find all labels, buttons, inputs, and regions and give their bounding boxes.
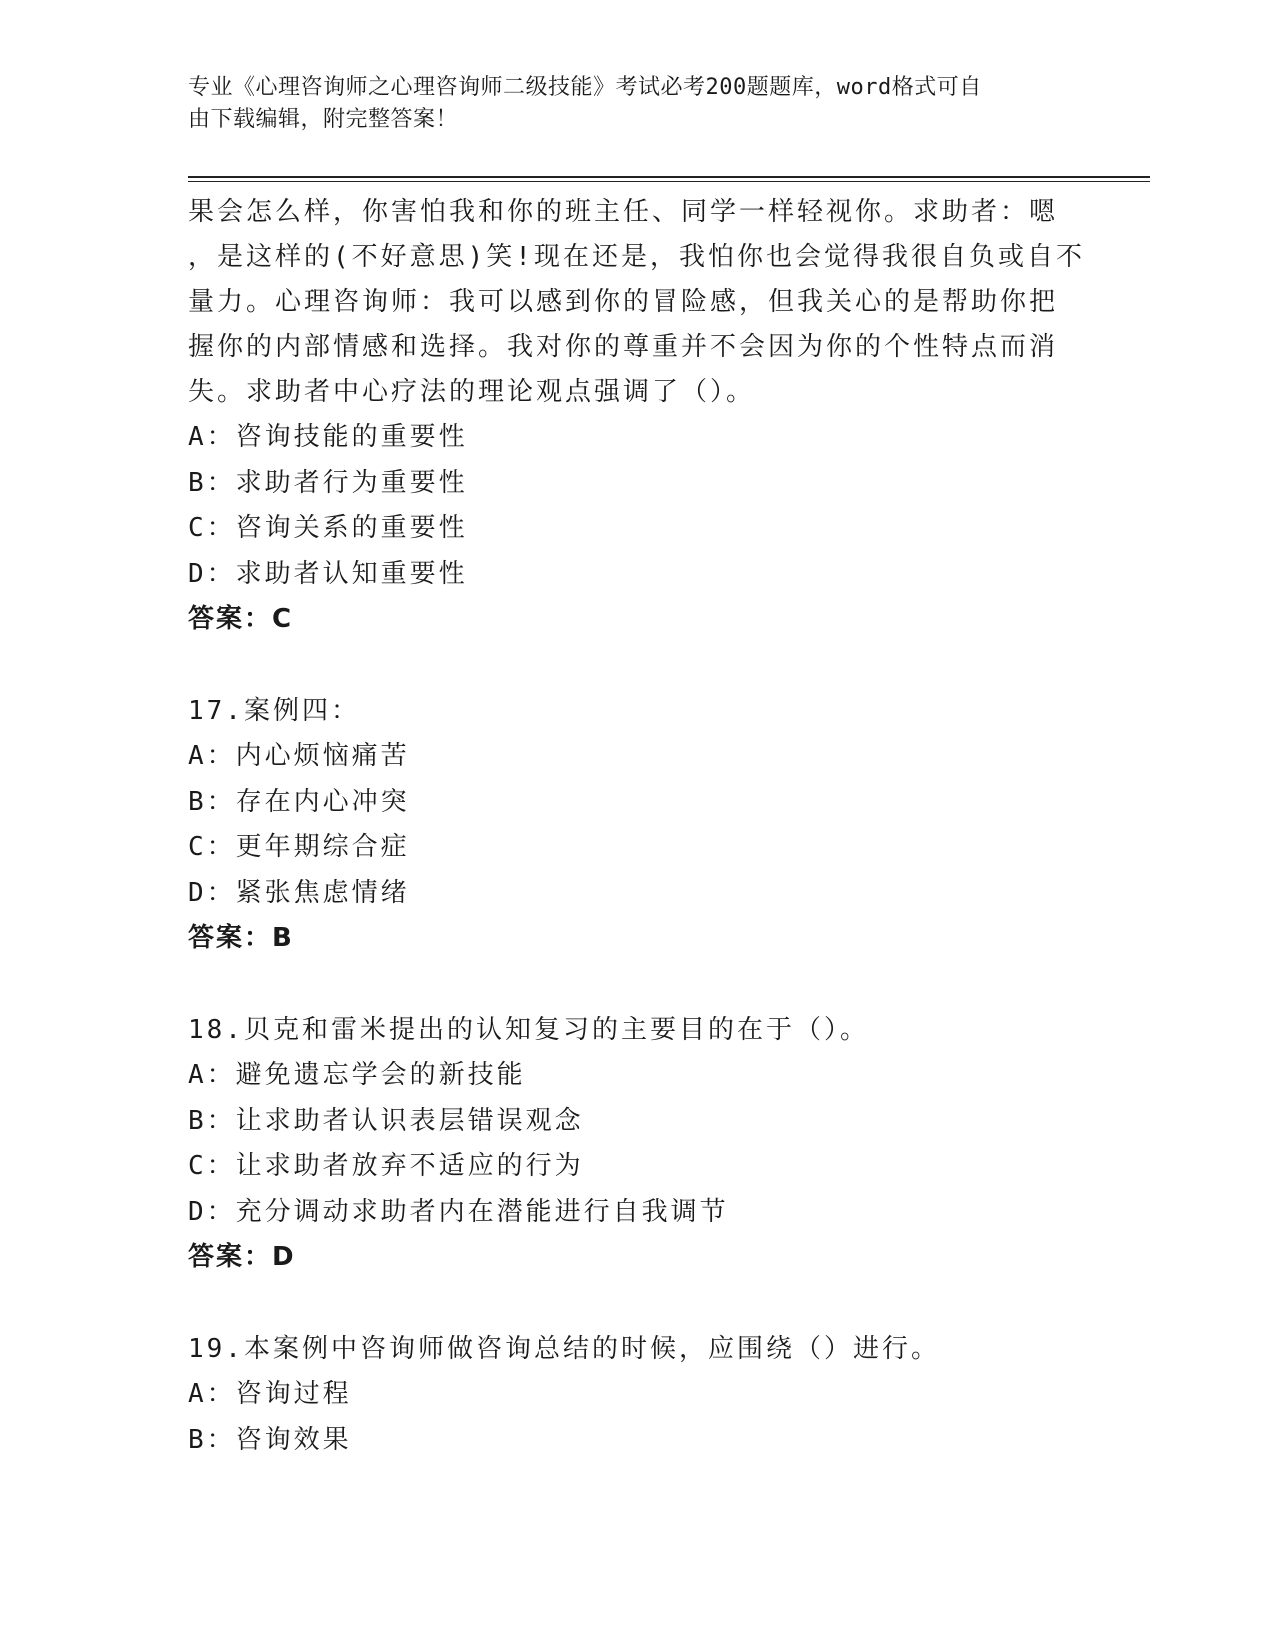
option-d: D：求助者认知重要性 <box>188 558 468 589</box>
question-16-text <box>188 190 1088 415</box>
option-d: D：紧张焦虑情绪 <box>188 877 410 908</box>
document-body <box>188 190 1088 1463</box>
question-18 <box>188 1008 1088 1281</box>
option-a: A：内心烦恼痛苦 <box>188 741 410 771</box>
option-c: C：更年期综合症 <box>188 832 410 862</box>
question-17 <box>188 689 1088 962</box>
question-text-line: 果会怎么样，你害怕我和你的班主任、同学一样轻视你。求助者：嗯 <box>188 197 1059 227</box>
answer: 答案：D <box>188 1242 296 1272</box>
question-text-line: 失。求助者中心疗法的理论观点强调了（）。 <box>188 377 756 407</box>
header-divider-thick <box>188 176 1150 178</box>
question-19-text: 19.本案例中咨询师做咨询总结的时候，应围绕（）进行。 <box>188 1333 940 1364</box>
header-line-1: 专业《心理咨询师之心理咨询师二级技能》考试必考200题题库，word格式可自 <box>188 75 982 100</box>
question-text-line: ，是这样的(不好意思)笑!现在还是，我怕你也会觉得我很自负或自不 <box>188 242 1085 272</box>
option-d: D：充分调动求助者内在潜能进行自我调节 <box>188 1196 729 1227</box>
option-b: B：咨询效果 <box>188 1424 352 1455</box>
answer: 答案：C <box>188 604 294 634</box>
option-a: A：咨询技能的重要性 <box>188 422 468 452</box>
question-19 <box>188 1327 1088 1464</box>
option-c: C：让求助者放弃不适应的行为 <box>188 1151 584 1181</box>
question-text-line: 握你的内部情感和选择。我对你的尊重并不会因为你的个性特点而消 <box>188 332 1059 362</box>
option-b: B：存在内心冲突 <box>188 786 410 817</box>
document-header <box>188 72 1068 136</box>
header-divider-thin <box>188 181 1150 182</box>
question-18-text: 18.贝克和雷米提出的认知复习的主要目的在于（）。 <box>188 1014 869 1045</box>
header-line-2: 由下载编辑，附完整答案！ <box>188 107 459 132</box>
question-17-text: 17.案例四： <box>188 695 360 726</box>
option-a: A：避免遗忘学会的新技能 <box>188 1060 526 1090</box>
option-c: C：咨询关系的重要性 <box>188 513 468 543</box>
question-text-line: 量力。心理咨询师：我可以感到你的冒险感，但我关心的是帮助你把 <box>188 287 1059 317</box>
option-a: A：咨询过程 <box>188 1379 352 1409</box>
option-b: B：求助者行为重要性 <box>188 467 468 498</box>
option-b: B：让求助者认识表层错误观念 <box>188 1105 584 1136</box>
question-16 <box>188 190 1088 643</box>
answer: 答案：B <box>188 923 294 953</box>
